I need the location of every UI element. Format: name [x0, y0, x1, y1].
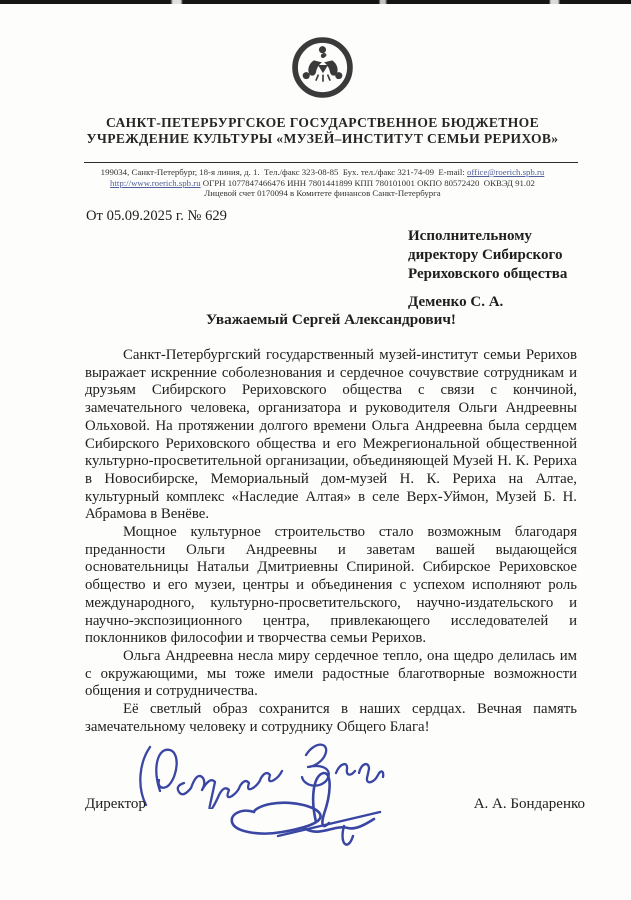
contact-address-phones: 199034, Санкт-Петербург, 18-я линия, д. 1. Тел./факс 323-08-85 Бух. тел./факс 321-74-09 E-mail: [100, 167, 468, 177]
recipient-block [408, 227, 567, 312]
header-divider [84, 162, 578, 163]
paragraph-memory: Её светлый образ сохранится в наших сердцах. Вечная память замечательному человеку и сотруднику Общего Блага! [85, 701, 577, 735]
letter-body [85, 347, 577, 736]
recipient-line3: Рериховского общества [408, 266, 568, 282]
email-link[interactable]: office@roerich.spb.ru [467, 167, 545, 177]
signer-name: А. А. Бондаренко [473, 796, 585, 812]
reference-number-line: От 05.09.2025 г. № 629 [86, 208, 227, 224]
organization-name-line2: УЧРЕЖДЕНИЕ КУЛЬТУРЫ «МУЗЕЙ–ИНСТИТУТ СЕМЬИ РЕРИХОВ» [86, 131, 559, 147]
logo-bird-emblem [308, 54, 337, 82]
contact-block [26, 167, 619, 199]
logo-dot-left [303, 72, 310, 79]
scan-artifact-top-edge [0, 0, 631, 4]
contact-account-line: Лицевой счет 0170094 в Комитете финансов Санкт-Петербурга [204, 188, 441, 199]
paragraph-warmth: Ольга Андреевна несла миру сердечное тепло, она щедро делилась им с окружающими, мы тоже имели радостные благотворные возможности общения и сотрудничества. [85, 647, 577, 700]
museum-logo-icon [291, 36, 354, 99]
signer-position: Директор [85, 796, 146, 812]
website-link[interactable]: http://www.roerich.spb.ru [110, 177, 201, 188]
recipient-name: Деменко С. А. [408, 294, 504, 310]
recipient-line1: Исполнительному [408, 228, 532, 244]
organization-name [28, 115, 617, 148]
logo-dot-top [319, 46, 326, 53]
contact-registration-codes: ОГРН 1077847466476 ИНН 7801441899 КПП 780101001 ОКПО 80572420 ОКВЭД 91.02 [200, 177, 535, 188]
paragraph-cultural-work: Мощное культурное строительство стало возможным благодаря преданности Ольги Андреевны и заветам вашей выдающейся основательницы Натальи Дмитриевны Спириной. Сибирское Рериховское общество и его музеи, центры и объединения с успехом исполняют роль международного, культурно-просветительского, научно-издательского и научно-экспозиционного центра, привлекающего исследователей и поклонников философии и творчества семьи Рерихов. [85, 524, 577, 647]
organization-name-line1: САНКТ-ПЕТЕРБУРГСКОЕ ГОСУДАРСТВЕННОЕ БЮДЖЕТНОЕ [106, 115, 539, 130]
salutation: Уважаемый Сергей Александрович! [206, 311, 456, 328]
recipient-line2: директору Сибирского [408, 247, 563, 263]
signoff-row [85, 796, 585, 813]
paragraph-condolences: Санкт-Петербургский государственный музей-институт семьи Рерихов выражает искренние соболезнования и сердечное сочувствие сотрудникам и друзьям Сибирского Рериховского общества с связи с кончиной, замечательного человека, организатора и руководителя Ольги Андреевны Ольховой. На протяжении долгого времени Ольга Андреевна была сердцем Сибирского Рериховского общества и его Межрегиональной общественной культурно-просветительной организации, объединяющей Музей Н. К. Рериха в Новосибирске, Мемориальный дом-музей Н. К. Рериха на Алтае, культурный комплекс «Наследие Алтая» в селе Верх-Уймон, Музей Б. Н. Абрамова в Венёве. [85, 347, 577, 523]
